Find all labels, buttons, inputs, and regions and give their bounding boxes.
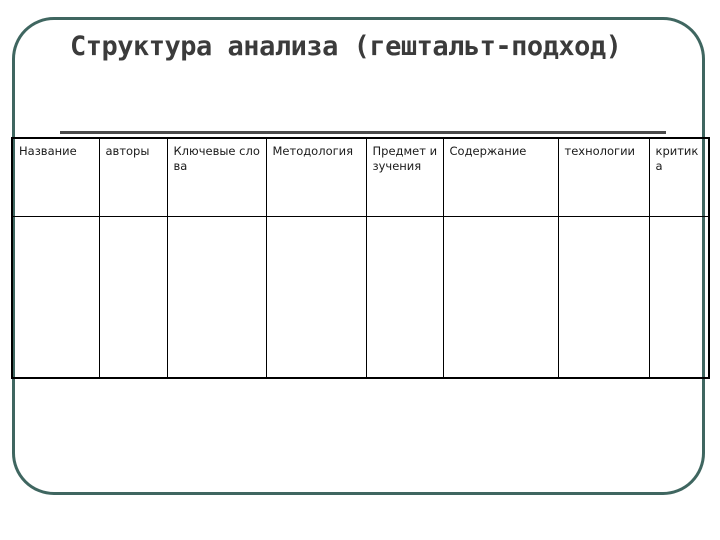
table-cell <box>167 216 266 378</box>
table-row <box>12 216 709 378</box>
column-header-content: Содержание <box>443 138 558 216</box>
table-cell <box>558 216 649 378</box>
table-cell <box>99 216 167 378</box>
analysis-table <box>11 137 710 379</box>
table-cell <box>443 216 558 378</box>
table-cell <box>266 216 366 378</box>
column-header-authors: авторы <box>99 138 167 216</box>
column-header-technologies: технологии <box>558 138 649 216</box>
column-header-subject: Предмет изучения <box>366 138 443 216</box>
column-header-criticism: критика <box>649 138 709 216</box>
table-cell <box>649 216 709 378</box>
column-header-name: Название <box>12 138 99 216</box>
title-underline <box>60 131 666 134</box>
column-header-methodology: Методология <box>266 138 366 216</box>
slide-title: Структура анализа (гештальт-подход) <box>70 31 622 62</box>
table-header-row <box>12 138 709 216</box>
table-cell <box>366 216 443 378</box>
table-cell <box>12 216 99 378</box>
column-header-keywords: Ключевые слова <box>167 138 266 216</box>
